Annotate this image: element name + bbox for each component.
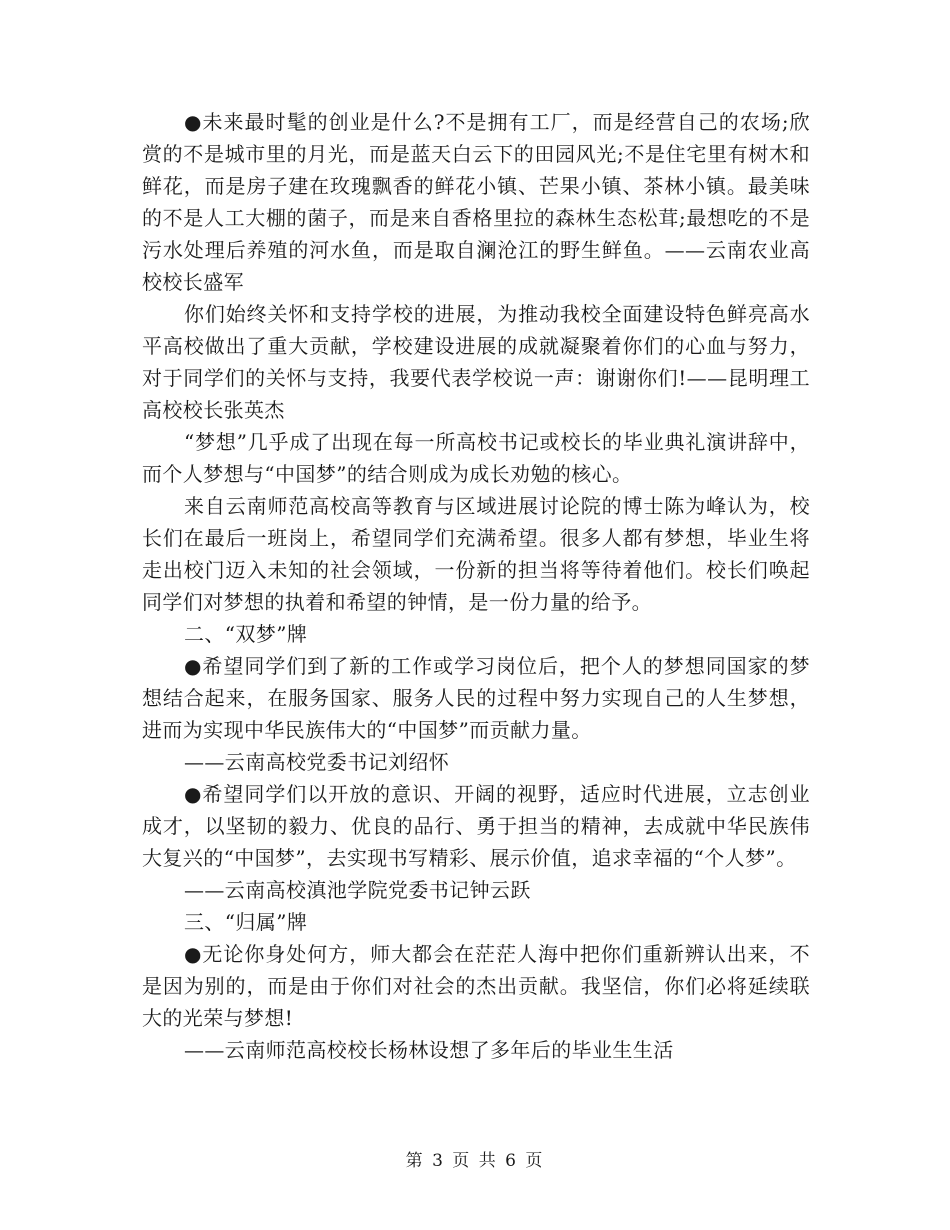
- paragraph-quote-zhangyingjie: 你们始终关怀和支持学校的进展，为推动我校全面建设特色鲜亮高水平高校做出了重大贡献，学校建设进展的成就凝聚着你们的心血与努力，对于同学们的关怀与支持，我要代表学校说一声：谢谢你们!——昆明理工高校校长张英杰: [142, 302, 810, 422]
- paragraph-chenweifeng: 来自云南师范高校高等教育与区域进展讨论院的博士陈为峰认为，校长们在最后一班岗上，希望同学们充满希望。很多人都有梦想，毕业生将走出校门迈入未知的社会领域，一份新的担当将等待着他们。校长们唤起同学们对梦想的执着和希望的钟情，是一份力量的给予。: [142, 494, 810, 614]
- paragraph-quote-shengjun: ●未来最时髦的创业是什么?不是拥有工厂，而是经营自己的农场;欣赏的不是城市里的月光，而是蓝天白云下的田园风光;不是住宅里有树木和鲜花，而是房子建在玫瑰飘香的鲜花小镇、芒果小镇、茶林小镇。最美味的不是人工大棚的菌子，而是来自香格里拉的森林生态松茸;最想吃的不是污水处理后养殖的河水鱼，而是取自澜沧江的野生鲜鱼。——云南农业高校校长盛军: [142, 110, 810, 294]
- paragraph-dream-theme: “梦想”几乎成了出现在每一所高校书记或校长的毕业典礼演讲辞中，而个人梦想与“中国梦”的结合则成为成长劝勉的核心。: [142, 430, 810, 486]
- attribution-zhongyunyue: ——云南高校滇池学院党委书记钟云跃: [184, 878, 531, 902]
- document-body: [142, 106, 810, 1066]
- page-number-footer: 第 3 页 共 6 页: [405, 1151, 545, 1171]
- section-heading-double-dream: 二、“双梦”牌: [184, 622, 308, 646]
- attribution-yanglin: ——云南师范高校校长杨林设想了多年后的毕业生生活: [184, 1038, 674, 1062]
- section-heading-belonging: 三、“归属”牌: [184, 910, 308, 934]
- paragraph-quote-yanglin: ●无论你身处何方，师大都会在茫茫人海中把你们重新辨认出来，不是因为别的，而是由于你们对社会的杰出贡献。我坚信，你们必将延续联大的光荣与梦想!: [142, 942, 810, 1030]
- paragraph-quote-liushaohuai: ●希望同学们到了新的工作或学习岗位后，把个人的梦想同国家的梦想结合起来，在服务国家、服务人民的过程中努力实现自己的人生梦想，进而为实现中华民族伟大的“中国梦”而贡献力量。: [142, 654, 810, 742]
- attribution-liushaohuai: ——云南高校党委书记刘绍怀: [184, 750, 450, 774]
- paragraph-quote-zhongyunyue: ●希望同学们以开放的意识、开阔的视野，适应时代进展，立志创业成才，以坚韧的毅力、优良的品行、勇于担当的精神，去成就中华民族伟大复兴的“中国梦”，去实现书写精彩、展示价值，追求幸福的“个人梦”。: [142, 782, 810, 870]
